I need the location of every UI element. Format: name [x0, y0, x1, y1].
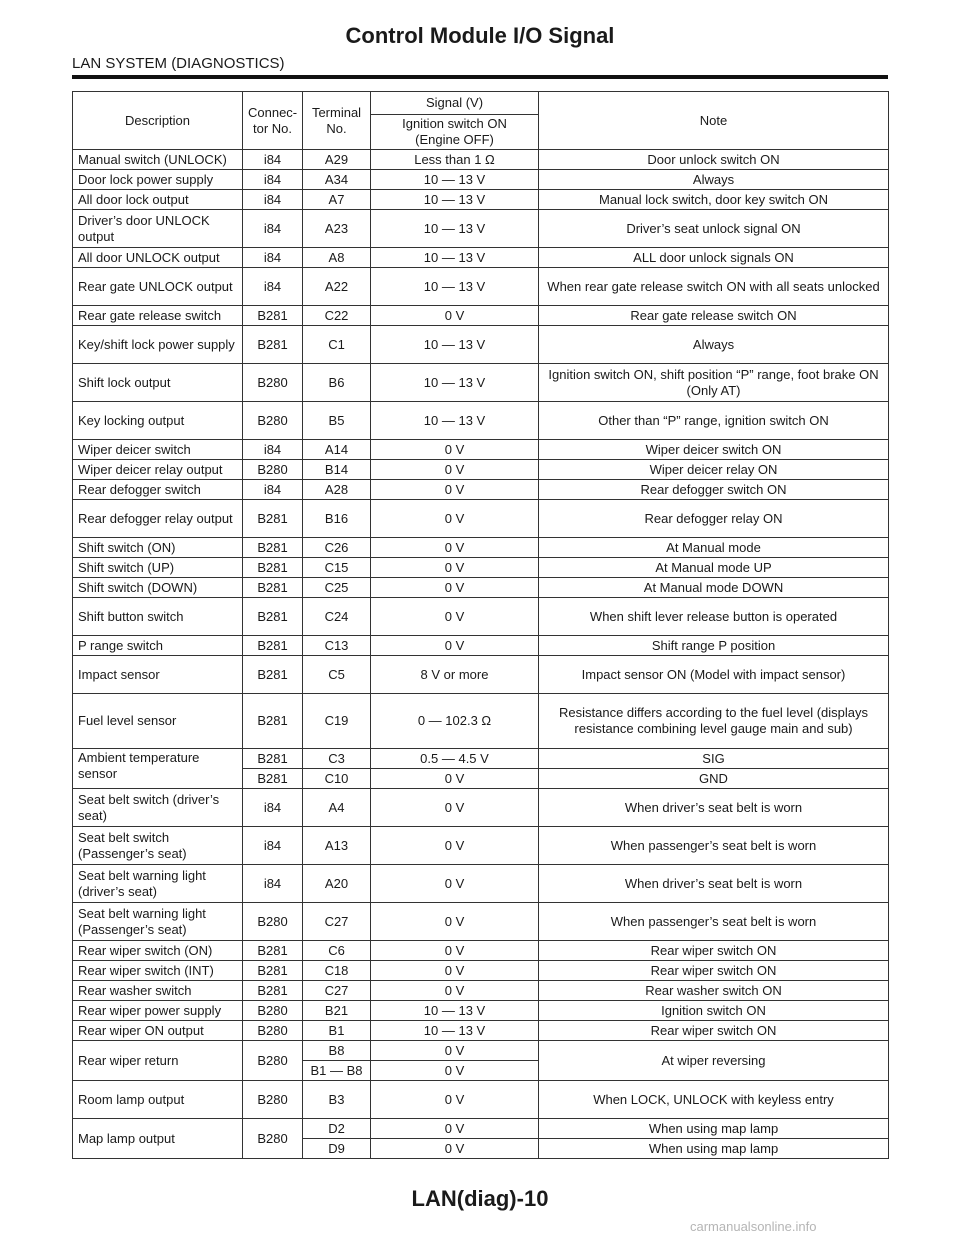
note-cell: Rear wiper switch ON — [539, 961, 889, 981]
signal-cell: 0 V — [371, 578, 539, 598]
connector-cell: B281 — [243, 578, 303, 598]
note-cell: When driver’s seat belt is worn — [539, 865, 889, 903]
note-cell: When LOCK, UNLOCK with keyless entry — [539, 1081, 889, 1119]
connector-cell: B281 — [243, 749, 303, 769]
signal-cell: 10 — 13 V — [371, 248, 539, 268]
terminal-cell: B6 — [303, 364, 371, 402]
header-signal: Signal (V) — [371, 92, 539, 115]
description-cell: Room lamp output — [73, 1081, 243, 1119]
table-row — [73, 694, 889, 749]
description-cell: Map lamp output — [73, 1119, 243, 1159]
signal-cell: 0 V — [371, 1061, 539, 1081]
header-terminal-no: Terminal No. — [303, 92, 371, 150]
description-cell: Wiper deicer switch — [73, 440, 243, 460]
table-row — [73, 248, 889, 268]
header-rule — [72, 75, 888, 79]
note-cell: Driver’s seat unlock signal ON — [539, 210, 889, 248]
terminal-cell: C18 — [303, 961, 371, 981]
note-cell: Other than “P” range, ignition switch ON — [539, 402, 889, 440]
terminal-cell: B21 — [303, 1001, 371, 1021]
note-cell: When using map lamp — [539, 1139, 889, 1159]
terminal-cell: A22 — [303, 268, 371, 306]
connector-cell: B281 — [243, 326, 303, 364]
signal-cell: 0 V — [371, 1139, 539, 1159]
note-cell: Ignition switch ON — [539, 1001, 889, 1021]
signal-cell: 0 V — [371, 480, 539, 500]
note-cell: Rear defogger switch ON — [539, 480, 889, 500]
terminal-cell: A13 — [303, 827, 371, 865]
signal-cell: 0 V — [371, 789, 539, 827]
description-cell: Rear wiper ON output — [73, 1021, 243, 1041]
connector-cell: B280 — [243, 1001, 303, 1021]
description-cell: Seat belt warning light (driver’s seat) — [73, 865, 243, 903]
connector-cell: B280 — [243, 1021, 303, 1041]
description-cell: Seat belt switch (Passenger’s seat) — [73, 827, 243, 865]
description-cell: Shift switch (DOWN) — [73, 578, 243, 598]
terminal-cell: C15 — [303, 558, 371, 578]
table-row — [73, 326, 889, 364]
signal-cell: 10 — 13 V — [371, 268, 539, 306]
signal-cell: 0 V — [371, 306, 539, 326]
table-row — [73, 981, 889, 1001]
terminal-cell: C27 — [303, 981, 371, 1001]
table-row — [73, 827, 889, 865]
note-cell: Wiper deicer switch ON — [539, 440, 889, 460]
table-row — [73, 1021, 889, 1041]
description-cell: Rear gate release switch — [73, 306, 243, 326]
signal-cell: 0 V — [371, 598, 539, 636]
note-cell: Shift range P position — [539, 636, 889, 656]
note-cell: When passenger’s seat belt is worn — [539, 903, 889, 941]
description-cell: Rear washer switch — [73, 981, 243, 1001]
note-cell: Ignition switch ON, shift position “P” range, foot brake ON (Only AT) — [539, 364, 889, 402]
table-row — [73, 480, 889, 500]
page-number: LAN(diag)-10 — [411, 1186, 549, 1211]
terminal-cell: A20 — [303, 865, 371, 903]
connector-cell: B280 — [243, 1041, 303, 1081]
connector-cell: B280 — [243, 364, 303, 402]
connector-cell: B281 — [243, 656, 303, 694]
terminal-cell: A14 — [303, 440, 371, 460]
connector-cell: B281 — [243, 500, 303, 538]
signal-cell: 0 V — [371, 538, 539, 558]
table-row — [73, 789, 889, 827]
signal-cell: 10 — 13 V — [371, 170, 539, 190]
signal-cell: 10 — 13 V — [371, 364, 539, 402]
table-row — [73, 941, 889, 961]
terminal-cell: B14 — [303, 460, 371, 480]
note-cell: Resistance differs according to the fuel level (displays resistance combining level gauge main and sub) — [539, 694, 889, 749]
signal-cell: 10 — 13 V — [371, 1001, 539, 1021]
connector-cell: B281 — [243, 558, 303, 578]
terminal-cell: B8 — [303, 1041, 371, 1061]
terminal-cell: A28 — [303, 480, 371, 500]
connector-cell: i84 — [243, 865, 303, 903]
table-row — [73, 903, 889, 941]
signal-cell: 0 V — [371, 558, 539, 578]
signal-cell: 0 V — [371, 1119, 539, 1139]
signal-cell: 0.5 — 4.5 V — [371, 749, 539, 769]
terminal-cell: C3 — [303, 749, 371, 769]
description-cell: All door lock output — [73, 190, 243, 210]
description-cell: Shift lock output — [73, 364, 243, 402]
connector-cell: B281 — [243, 961, 303, 981]
terminal-cell: A29 — [303, 150, 371, 170]
table-header — [73, 92, 889, 150]
description-cell: Rear gate UNLOCK output — [73, 268, 243, 306]
table-row — [73, 170, 889, 190]
terminal-cell: A8 — [303, 248, 371, 268]
table-row — [73, 598, 889, 636]
signal-cell: 10 — 13 V — [371, 402, 539, 440]
description-cell: Rear defogger relay output — [73, 500, 243, 538]
terminal-cell: C13 — [303, 636, 371, 656]
description-cell: Door lock power supply — [73, 170, 243, 190]
signal-cell: 0 V — [371, 865, 539, 903]
connector-cell: B281 — [243, 769, 303, 789]
signal-cell: 0 V — [371, 903, 539, 941]
header-connector-no: Connec- tor No. — [243, 92, 303, 150]
table-row — [73, 636, 889, 656]
connector-cell: i84 — [243, 789, 303, 827]
description-cell: Rear wiper power supply — [73, 1001, 243, 1021]
table-row — [73, 402, 889, 440]
note-cell: When using map lamp — [539, 1119, 889, 1139]
signal-cell: 8 V or more — [371, 656, 539, 694]
signal-cell: 0 V — [371, 440, 539, 460]
terminal-cell: C1 — [303, 326, 371, 364]
section-title: LAN SYSTEM (DIAGNOSTICS) — [72, 55, 285, 72]
table-row — [73, 268, 889, 306]
connector-cell: i84 — [243, 190, 303, 210]
connector-cell: i84 — [243, 210, 303, 248]
connector-cell: B281 — [243, 941, 303, 961]
connector-cell: B281 — [243, 306, 303, 326]
note-cell: At Manual mode DOWN — [539, 578, 889, 598]
terminal-cell: C6 — [303, 941, 371, 961]
description-cell: Rear wiper switch (INT) — [73, 961, 243, 981]
note-cell: Rear gate release switch ON — [539, 306, 889, 326]
header-signal-condition: Ignition switch ON (Engine OFF) — [371, 115, 539, 150]
terminal-cell: D2 — [303, 1119, 371, 1139]
table-row — [73, 364, 889, 402]
watermark: carmanualsonline.info — [690, 1219, 817, 1234]
description-cell: Manual switch (UNLOCK) — [73, 150, 243, 170]
note-cell: At Manual mode UP — [539, 558, 889, 578]
table-row — [73, 1081, 889, 1119]
note-cell: When shift lever release button is operated — [539, 598, 889, 636]
description-cell: Rear wiper switch (ON) — [73, 941, 243, 961]
table-row — [73, 1001, 889, 1021]
note-cell: When driver’s seat belt is worn — [539, 789, 889, 827]
connector-cell: i84 — [243, 440, 303, 460]
note-cell: When rear gate release switch ON with all seats unlocked — [539, 268, 889, 306]
header-description: Description — [73, 92, 243, 150]
table-row — [73, 190, 889, 210]
connector-cell: i84 — [243, 480, 303, 500]
note-cell: Manual lock switch, door key switch ON — [539, 190, 889, 210]
description-cell: Impact sensor — [73, 656, 243, 694]
terminal-cell: B1 — B8 — [303, 1061, 371, 1081]
signal-cell: 0 V — [371, 941, 539, 961]
signal-cell: 0 V — [371, 769, 539, 789]
description-cell: Seat belt warning light (Passenger’s seat) — [73, 903, 243, 941]
signal-cell: 0 V — [371, 1041, 539, 1061]
table-body — [73, 150, 889, 1159]
terminal-cell: C27 — [303, 903, 371, 941]
note-cell: At wiper reversing — [539, 1041, 889, 1081]
terminal-cell: D9 — [303, 1139, 371, 1159]
note-cell: SIG — [539, 749, 889, 769]
connector-cell: B280 — [243, 1081, 303, 1119]
note-cell: Rear wiper switch ON — [539, 941, 889, 961]
terminal-cell: A4 — [303, 789, 371, 827]
note-cell: Rear defogger relay ON — [539, 500, 889, 538]
connector-cell: B281 — [243, 636, 303, 656]
note-cell: Door unlock switch ON — [539, 150, 889, 170]
table-row — [73, 306, 889, 326]
description-cell: Seat belt switch (driver’s seat) — [73, 789, 243, 827]
signal-cell: 0 V — [371, 636, 539, 656]
page-title: Control Module I/O Signal — [345, 23, 615, 48]
table-row — [73, 865, 889, 903]
table-row — [73, 558, 889, 578]
connector-cell: B281 — [243, 694, 303, 749]
terminal-cell: C19 — [303, 694, 371, 749]
note-cell: Wiper deicer relay ON — [539, 460, 889, 480]
signal-cell: 0 V — [371, 460, 539, 480]
connector-cell: B280 — [243, 903, 303, 941]
table-row — [73, 440, 889, 460]
connector-cell: B280 — [243, 1119, 303, 1159]
header-note: Note — [539, 92, 889, 150]
terminal-cell: B1 — [303, 1021, 371, 1041]
description-cell: Rear defogger switch — [73, 480, 243, 500]
table-row — [73, 656, 889, 694]
note-cell: Impact sensor ON (Model with impact sensor) — [539, 656, 889, 694]
description-cell: Wiper deicer relay output — [73, 460, 243, 480]
terminal-cell: B16 — [303, 500, 371, 538]
signal-cell: 10 — 13 V — [371, 210, 539, 248]
terminal-cell: C22 — [303, 306, 371, 326]
signal-cell: 10 — 13 V — [371, 1021, 539, 1041]
description-cell: All door UNLOCK output — [73, 248, 243, 268]
description-cell: P range switch — [73, 636, 243, 656]
connector-cell: i84 — [243, 170, 303, 190]
signal-cell: 0 V — [371, 500, 539, 538]
table-row — [73, 500, 889, 538]
connector-cell: B280 — [243, 460, 303, 480]
note-cell: When passenger’s seat belt is worn — [539, 827, 889, 865]
description-cell: Driver’s door UNLOCK output — [73, 210, 243, 248]
table-row — [73, 460, 889, 480]
signal-cell: 0 — 102.3 Ω — [371, 694, 539, 749]
signal-cell: 0 V — [371, 1081, 539, 1119]
table-row — [73, 210, 889, 248]
connector-cell: i84 — [243, 150, 303, 170]
description-cell: Shift button switch — [73, 598, 243, 636]
table-row — [73, 578, 889, 598]
table-row — [73, 150, 889, 170]
connector-cell: B280 — [243, 402, 303, 440]
terminal-cell: A7 — [303, 190, 371, 210]
terminal-cell: B5 — [303, 402, 371, 440]
note-cell: GND — [539, 769, 889, 789]
terminal-cell: C5 — [303, 656, 371, 694]
description-cell: Ambient temperature sensor — [73, 749, 243, 789]
signal-cell: Less than 1 Ω — [371, 150, 539, 170]
signal-cell: 0 V — [371, 961, 539, 981]
signal-cell: 10 — 13 V — [371, 326, 539, 364]
table-row — [73, 749, 889, 769]
description-cell: Key/shift lock power supply — [73, 326, 243, 364]
terminal-cell: B3 — [303, 1081, 371, 1119]
table-row — [73, 961, 889, 981]
terminal-cell: A34 — [303, 170, 371, 190]
description-cell: Fuel level sensor — [73, 694, 243, 749]
table-row — [73, 1119, 889, 1139]
note-cell: Always — [539, 326, 889, 364]
table-row — [73, 1041, 889, 1061]
terminal-cell: C10 — [303, 769, 371, 789]
connector-cell: B281 — [243, 538, 303, 558]
note-cell: ALL door unlock signals ON — [539, 248, 889, 268]
signal-cell: 10 — 13 V — [371, 190, 539, 210]
description-cell: Key locking output — [73, 402, 243, 440]
description-cell: Shift switch (UP) — [73, 558, 243, 578]
signal-cell: 0 V — [371, 981, 539, 1001]
table-row — [73, 538, 889, 558]
description-cell: Shift switch (ON) — [73, 538, 243, 558]
note-cell: Always — [539, 170, 889, 190]
signal-cell: 0 V — [371, 827, 539, 865]
note-cell: Rear washer switch ON — [539, 981, 889, 1001]
terminal-cell: C24 — [303, 598, 371, 636]
io-signal-table — [72, 91, 889, 1159]
connector-cell: i84 — [243, 268, 303, 306]
terminal-cell: C26 — [303, 538, 371, 558]
connector-cell: B281 — [243, 598, 303, 636]
description-cell: Rear wiper return — [73, 1041, 243, 1081]
connector-cell: i84 — [243, 827, 303, 865]
connector-cell: B281 — [243, 981, 303, 1001]
note-cell: At Manual mode — [539, 538, 889, 558]
connector-cell: i84 — [243, 248, 303, 268]
terminal-cell: A23 — [303, 210, 371, 248]
terminal-cell: C25 — [303, 578, 371, 598]
note-cell: Rear wiper switch ON — [539, 1021, 889, 1041]
